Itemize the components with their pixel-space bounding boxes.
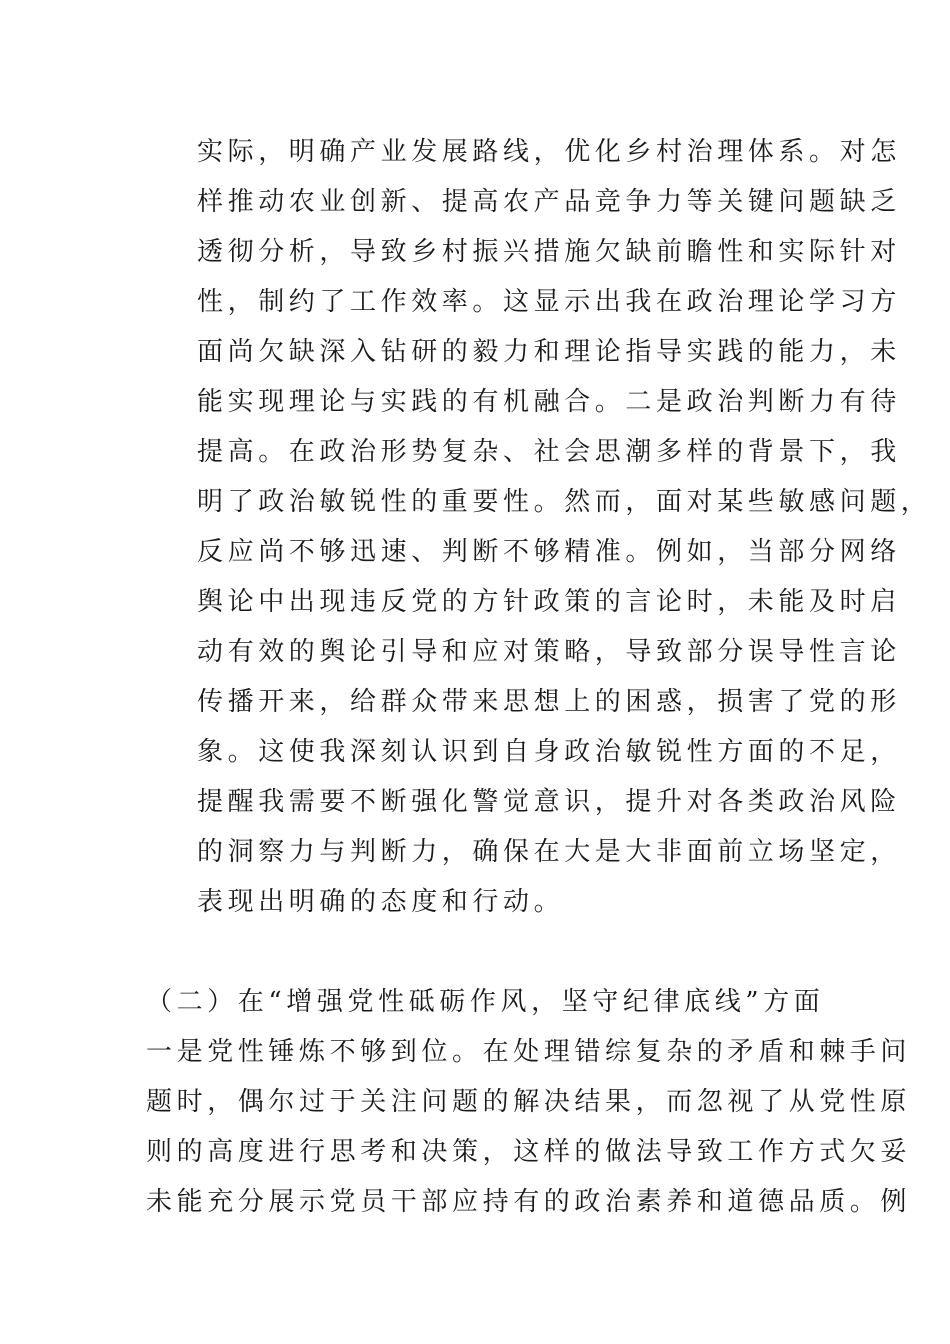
text-line: 实际，明确产业发展路线，优化乡村治理体系。对怎	[197, 137, 901, 167]
text-line: 明了政治敏锐性的重要性。然而，面对某些敏感问题，	[197, 487, 932, 517]
text-line: 一是党性锤炼不够到位。在处理错综复杂的矛盾和棘手问	[146, 1037, 912, 1067]
text-line: 舆论中出现违反党的方针政策的言论时，未能及时启	[197, 587, 901, 617]
text-line: 动有效的舆论引导和应对策略，导致部分误导性言论	[197, 637, 901, 667]
text-line: 题时，偶尔过于关注问题的解决结果，而忽视了从党性原	[146, 1087, 912, 1117]
text-line: 能实现理论与实践的有机融合。二是政治判断力有待	[197, 387, 901, 417]
text-line: 的洞察力与判断力，确保在大是大非面前立场坚定，	[197, 837, 901, 867]
text-line: 象。这使我深刻认识到自身政治敏锐性方面的不足，	[197, 737, 901, 767]
section-heading: （二）在“增强党性砥砺作风，坚守纪律底线”方面	[146, 987, 825, 1017]
text-line: 传播开来，给群众带来思想上的困惑，损害了党的形	[197, 687, 901, 717]
text-line: 提高。在政治形势复杂、社会思潮多样的背景下，我	[197, 437, 901, 467]
section-party-spirit	[146, 977, 911, 1227]
text-line: 透彻分析，导致乡村振兴措施欠缺前瞻性和实际针对	[197, 237, 901, 267]
text-line: 提醒我需要不断强化警觉意识，提升对各类政治风险	[197, 787, 901, 817]
text-line: 表现出明确的态度和行动。	[197, 887, 565, 917]
text-line: 样推动农业创新、提高农产品竞争力等关键问题缺乏	[197, 187, 901, 217]
text-line: 则的高度进行思考和决策，这样的做法导致工作方式欠妥	[146, 1137, 912, 1167]
text-line: 面尚欠缺深入钻研的毅力和理论指导实践的能力，未	[197, 337, 901, 367]
text-line: 反应尚不够迅速、判断不够精准。例如，当部分网络	[197, 537, 901, 567]
paragraph-political-judgment	[197, 127, 931, 927]
text-line: 未能充分展示党员干部应持有的政治素养和道德品质。例	[146, 1187, 912, 1217]
text-line: 性，制约了工作效率。这显示出我在政治理论学习方	[197, 287, 901, 317]
